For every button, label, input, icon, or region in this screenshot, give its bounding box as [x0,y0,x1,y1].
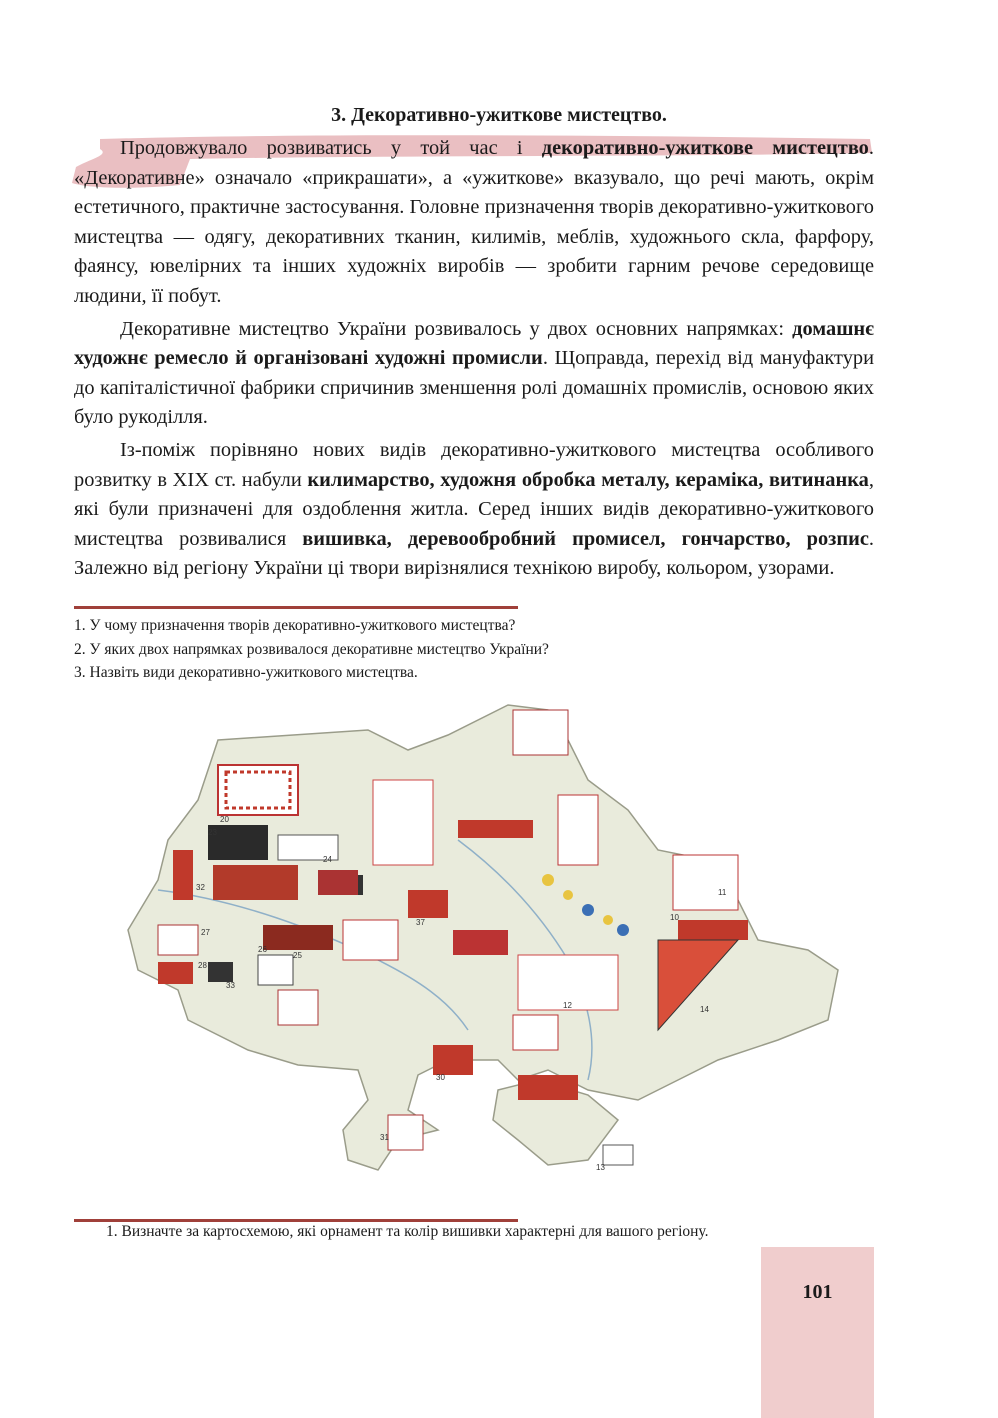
svg-text:11: 11 [718,888,727,897]
bold-term: декоративно-ужиткове мистецтво [541,137,869,159]
section-heading: 3. Декоративно-ужиткове мистецтво. [331,104,667,126]
questions-list [74,614,874,685]
svg-text:31: 31 [380,1133,389,1142]
page-number-box [761,1247,874,1418]
question-item: 3. Назвіть види декоративно-ужиткового мистецтва. [74,664,418,681]
svg-text:20: 20 [220,815,229,824]
main-text [74,134,874,587]
bold-term: вишивка, деревообробний промисел, гончарство, розпис [302,527,869,550]
svg-text:30: 30 [436,1073,445,1082]
svg-text:28: 28 [198,961,207,970]
svg-text:24: 24 [323,855,332,864]
embroidery-map-of-ukraine [118,700,848,1180]
map-task: 1. Визначте за картосхемою, які орнамент та колір вишивки характерні для вашого регіону. [106,1223,709,1240]
svg-text:13: 13 [596,1163,605,1172]
svg-text:12: 12 [563,1001,572,1010]
svg-text:23: 23 [208,828,217,837]
svg-text:33: 33 [226,981,235,990]
question-item: 1. У чому призначення творів декоративно-ужиткового мистецтва? [74,617,516,634]
svg-text:14: 14 [700,1005,709,1014]
paragraph-3: Із-поміж порівняно нових видів декоративно-ужиткового мистецтва особливого розвитку в ХІХ ст. набули килимарство, художня обробка металу, кераміка, витинанка, які були призначені для оздоблення житла. Серед інших видів декоративно-ужиткового мистецтва розвивалися вишивка, деревообробний промисел, гончарство, розпис. Залежно від регіону України ці твори вирізнялися технікою виробу, кольором, узорами. [74,438,874,580]
paragraph-2: Декоративне мистецтво України розвивалось у двох основних напрямках: домашнє художнє ремесло й організовані художні промисли. Щоправда, перехід від мануфактури до капіталістичної фабрики спричинив зменшення ролі домашніх промислів, основою яких було рукоділля. [74,317,875,429]
paragraph-1: Продовжувало розвиватись у той час і декоративно-ужиткове мистецтво. «Декоративне» означало «прикрашати», а «ужиткове» вказувало, що речі мають, окрім естетичного, практичне застосування. Головне призначення творів декоративно-ужиткового мистецтва — одягу, декоративних тканин, килимів, меблів, художнього скла, фарфору, фаянсу, ювелірних та інших художніх виробів — зробити гарним речове середовище людини, її побут. [74,137,874,307]
page-number: 101 [802,1281,833,1303]
svg-text:32: 32 [196,883,205,892]
divider-rule-bottom [74,1219,518,1222]
svg-text:27: 27 [201,928,210,937]
svg-text:25: 25 [293,951,302,960]
question-item: 2. У яких двох напрямках розвивалося декоративне мистецтво України? [74,640,549,658]
bold-term: килимарство, художня обробка металу, кераміка, витинанка [307,468,869,491]
svg-text:26: 26 [258,945,267,954]
svg-text:37: 37 [416,918,425,927]
svg-text:10: 10 [670,913,679,922]
bold-term: домашнє художнє ремесло й організовані художні промисли [74,317,874,370]
divider-rule-top [74,606,518,609]
